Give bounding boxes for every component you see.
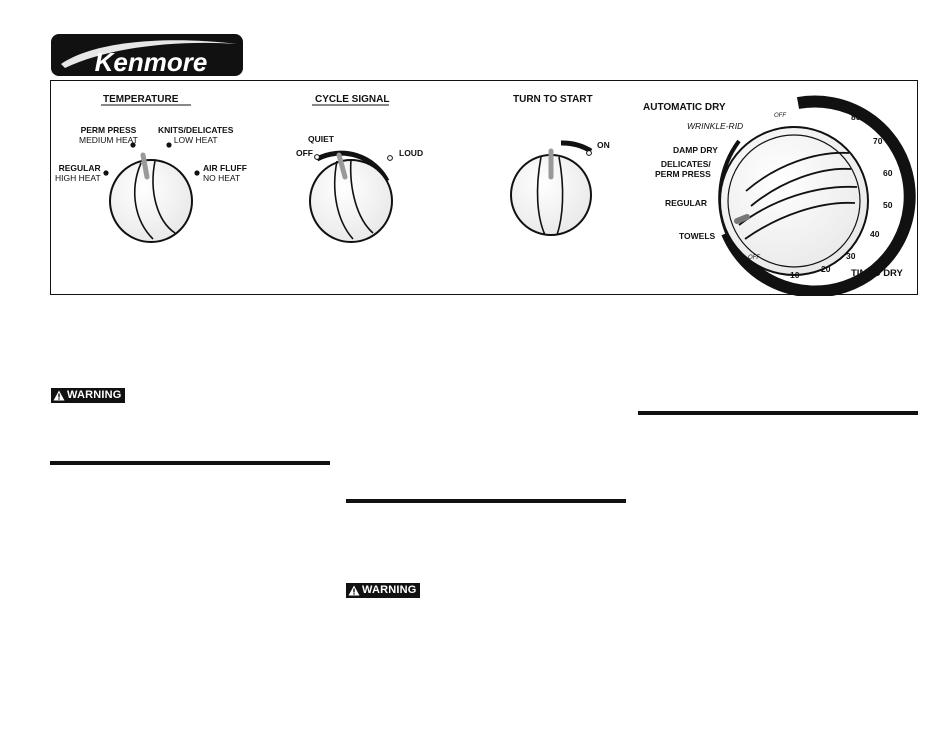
timed-mark-10 <box>790 270 799 280</box>
timed-mark-label: 50 <box>883 200 893 210</box>
temp-setting-regular[interactable] <box>55 163 101 183</box>
temp-dot-regular <box>103 170 108 175</box>
auto-setting-label: DELICATES/ <box>660 159 711 169</box>
timer-dial[interactable] <box>720 102 910 292</box>
timed-mark-label: 90 <box>823 96 833 106</box>
auto-damp-dry[interactable] <box>673 145 718 155</box>
control-panel <box>50 80 918 295</box>
panel-graphics <box>51 81 919 296</box>
timed-mark-40 <box>870 229 879 239</box>
start-dot-on <box>587 151 592 156</box>
warning-badge <box>346 583 420 598</box>
cycle-signal-knob[interactable] <box>310 153 392 242</box>
signal-setting-label: QUIET <box>308 134 334 144</box>
temp-setting-name: PERM PRESS <box>80 125 137 135</box>
start-setting-on[interactable] <box>597 140 610 150</box>
temp-setting-sub: LOW HEAT <box>173 135 218 145</box>
timed-mark-label: 20 <box>821 264 831 274</box>
timed-mark-30 <box>846 251 855 261</box>
section-divider <box>638 411 918 415</box>
timer-off-bottom: OFF <box>748 255 760 261</box>
temp-setting-air-fluff[interactable] <box>203 163 247 183</box>
temp-setting-name: AIR FLUFF <box>203 163 247 173</box>
temp-dot-air-fluff <box>194 170 199 175</box>
timed-mark-label: 40 <box>870 229 880 239</box>
timed-mark-80 <box>851 112 860 122</box>
signal-dot-off <box>315 155 320 160</box>
start-setting-label: ON <box>597 140 610 150</box>
warning-badge <box>51 388 125 403</box>
temp-setting-sub: MEDIUM HEAT <box>79 135 138 145</box>
timed-dry-title: TIMED DRY <box>851 268 903 279</box>
warning-triangle-icon <box>348 585 360 596</box>
auto-delicates-perm-press[interactable] <box>655 159 711 179</box>
warning-label: WARNING <box>67 389 122 401</box>
signal-setting-label: OFF <box>296 148 313 158</box>
timed-mark-50 <box>883 200 892 210</box>
section-divider <box>346 499 626 503</box>
kenmore-logo <box>51 34 243 76</box>
logo-text: Kenmore <box>94 47 208 76</box>
timed-mark-label: 70 <box>873 136 883 146</box>
signal-setting-quiet[interactable] <box>308 134 334 144</box>
cycle-signal-title: CYCLE SIGNAL <box>315 94 390 105</box>
temperature-title: TEMPERATURE <box>103 94 179 105</box>
timed-mark-60 <box>883 168 892 178</box>
auto-setting-label: TOWELS <box>679 231 716 241</box>
auto-wrinkle-rid[interactable]: WRINKLE-RID <box>687 121 744 131</box>
auto-setting-label: DAMP DRY <box>673 145 718 155</box>
temp-setting-name: REGULAR <box>58 163 101 173</box>
timed-mark-label: 60 <box>883 168 893 178</box>
timed-mark-label: 10 <box>790 270 800 280</box>
timed-mark-label: 30 <box>846 251 856 261</box>
auto-towels[interactable] <box>679 231 715 241</box>
timed-mark-20 <box>821 264 830 274</box>
signal-dot-loud <box>388 156 393 161</box>
timed-mark-70 <box>873 136 882 146</box>
timer-off-top: OFF <box>774 113 786 119</box>
temp-setting-name: KNITS/DELICATES <box>158 125 234 135</box>
automatic-dry-title: AUTOMATIC DRY <box>643 102 726 113</box>
auto-regular[interactable] <box>665 198 707 208</box>
signal-setting-off[interactable] <box>296 148 313 158</box>
section-divider <box>50 461 330 465</box>
timed-mark-label: 80 <box>851 112 861 122</box>
signal-setting-label: LOUD <box>399 148 424 158</box>
temp-setting-perm-press[interactable] <box>79 125 138 145</box>
start-knob[interactable] <box>511 143 591 235</box>
temperature-knob[interactable] <box>110 155 192 242</box>
temp-setting-sub: HIGH HEAT <box>55 173 101 183</box>
warning-label: WARNING <box>362 584 417 596</box>
timed-mark-90 <box>823 96 832 106</box>
warning-triangle-icon <box>53 390 65 401</box>
turn-to-start-title: TURN TO START <box>513 94 593 105</box>
auto-setting-label: REGULAR <box>665 198 708 208</box>
auto-setting-label: PERM PRESS <box>655 169 711 179</box>
temp-setting-knits[interactable] <box>158 125 233 145</box>
signal-setting-loud[interactable] <box>399 148 423 158</box>
temp-setting-sub: NO HEAT <box>203 173 241 183</box>
